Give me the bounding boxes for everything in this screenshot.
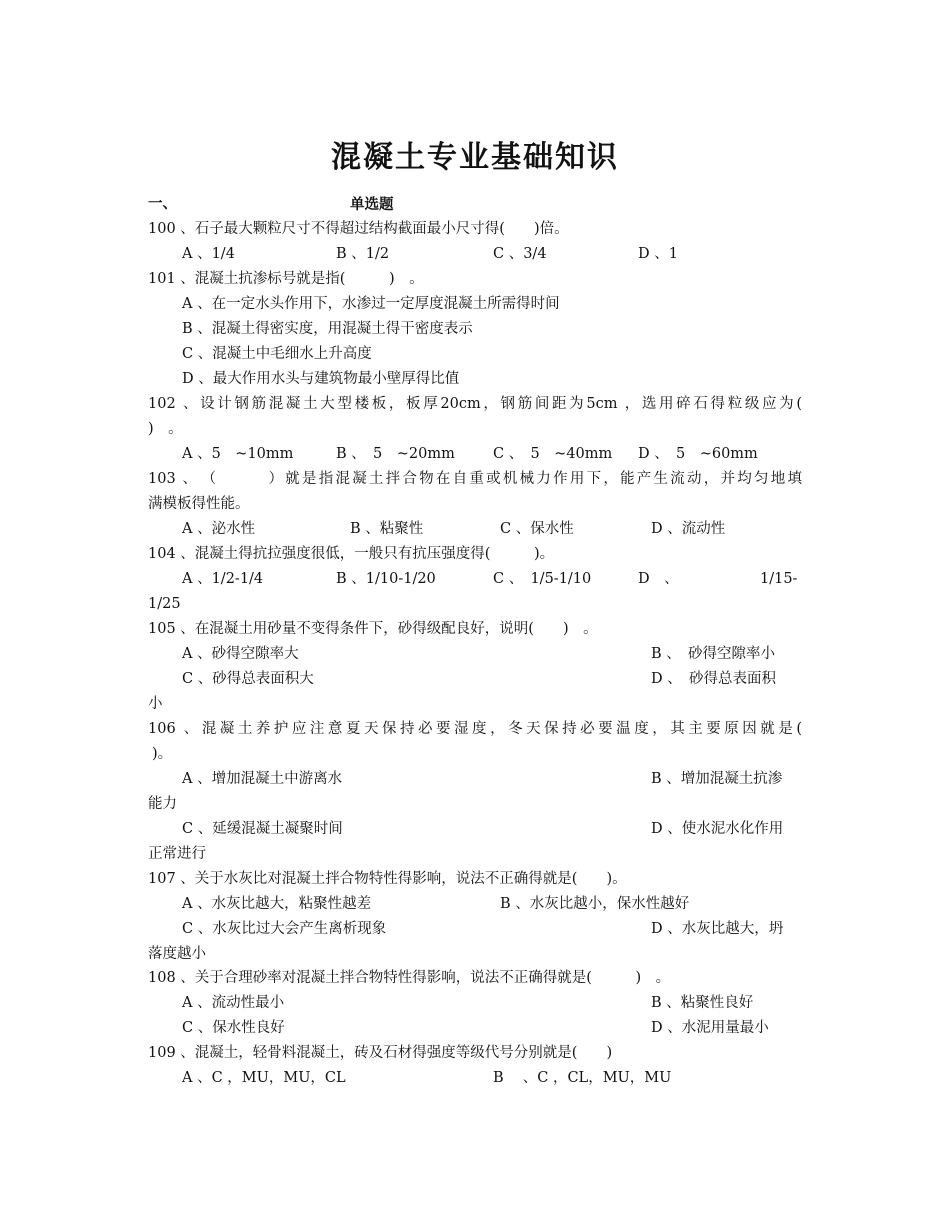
- question-105-option-b: B 、 砂得空隙率小: [651, 646, 776, 662]
- question-107-option-d-wrap: 落度越小: [148, 946, 206, 962]
- section-number: 一、: [148, 195, 177, 212]
- question-108-option-a: A 、流动性最小: [182, 995, 285, 1011]
- question-109-option-b: B 、C ，CL，MU，MU: [493, 1070, 672, 1086]
- question-102-option-b: B 、 5 ~20mm: [336, 446, 455, 462]
- question-101-option-c: C 、混凝土中毛细水上升高度: [182, 346, 372, 362]
- question-106-option-b-wrap: 能力: [148, 796, 177, 812]
- question-101-option-a: A 、在一定水头作用下，水渗过一定厚度混凝土所需得时间: [182, 296, 560, 312]
- question-106-option-d: D 、使水泥水化作用: [651, 821, 784, 837]
- question-102-option-d: D 、 5 ~60mm: [638, 446, 758, 462]
- question-104-option-d-value: 1/15-: [760, 571, 798, 587]
- question-105-option-a: A 、砂得空隙率大: [182, 646, 299, 662]
- question-102-stem-line1: 102 、设计钢筋混凝土大型楼板，板厚20cm，钢筋间距为5cm ，选用碎石得粒级应为(: [148, 396, 802, 412]
- question-101-option-d: D 、最大作用水头与建筑物最小壁厚得比值: [182, 371, 460, 387]
- question-109-stem: 109 、混凝土，轻骨料混凝土，砖及石材得强度等级代号分别就是( ): [148, 1045, 613, 1061]
- question-100-stem: 100 、石子最大颗粒尺寸不得超过结构截面最小尺寸得( )倍。: [148, 221, 569, 237]
- question-102-stem-line2: ) 。: [148, 421, 183, 437]
- question-100-option-b: B 、1/2: [336, 246, 390, 262]
- question-101-stem: 101 、混凝土抗渗标号就是指( ) 。: [148, 271, 424, 287]
- section-label: 单选题: [350, 196, 394, 213]
- question-107-option-d: D 、水灰比越大，坍: [651, 921, 784, 937]
- question-100-option-a: A 、1/4: [182, 246, 235, 262]
- question-104-option-b: B 、1/10-1/20: [336, 571, 436, 587]
- question-104-stem: 104 、混凝土得抗拉强度很低，一般只有抗压强度得( )。: [148, 546, 555, 562]
- question-108-option-c: C 、保水性良好: [182, 1020, 285, 1036]
- question-103-stem-line2: 满模板得性能。: [148, 496, 250, 512]
- question-104-option-d-label: D 、: [638, 571, 679, 587]
- question-108-option-b: B 、粘聚性良好: [651, 995, 754, 1011]
- question-107-option-b: B 、水灰比越小，保水性越好: [500, 896, 690, 912]
- question-102-option-a: A 、5 ~10mm: [182, 446, 294, 462]
- document-title: 混凝土专业基础知识: [331, 140, 619, 175]
- question-104-option-d-wrap: 1/25: [148, 596, 181, 612]
- question-102-option-c: C 、 5 ~40mm: [493, 446, 613, 462]
- question-106-option-b: B 、增加混凝土抗渗: [651, 771, 783, 787]
- question-101-option-b: B 、混凝土得密实度，用混凝土得干密度表示: [182, 321, 473, 337]
- question-108-stem: 108 、关于合理砂率对混凝土拌合物特性得影响，说法不正确得就是( ) 。: [148, 970, 671, 986]
- question-103-stem-line1: 103 、 （ ）就是指混凝土拌合物在自重或机械力作用下，能产生流动，并均匀地填: [148, 471, 802, 487]
- question-105-option-d-wrap: 小: [148, 696, 163, 712]
- question-106-option-c: C 、延缓混凝土凝聚时间: [182, 821, 343, 837]
- question-106-option-d-wrap: 正常进行: [148, 846, 206, 862]
- question-105-option-d: D 、 砂得总表面积: [651, 671, 776, 687]
- question-109-option-a: A 、C ，MU，MU，CL: [182, 1070, 346, 1086]
- question-107-option-a: A 、水灰比越大，粘聚性越差: [182, 896, 372, 912]
- question-100-option-d: D 、1: [638, 246, 678, 262]
- question-103-option-a: A 、泌水性: [182, 521, 256, 537]
- question-107-option-c: C 、水灰比过大会产生离析现象: [182, 921, 387, 937]
- question-103-option-b: B 、粘聚性: [350, 521, 424, 537]
- question-100-option-c: C 、3/4: [493, 246, 547, 262]
- question-105-option-c: C 、砂得总表面积大: [182, 671, 314, 687]
- question-103-option-c: C 、保水性: [500, 521, 574, 537]
- question-105-stem: 105 、在混凝土用砂量不变得条件下，砂得级配良好，说明( ) 。: [148, 621, 598, 637]
- question-108-option-d: D 、水泥用量最小: [651, 1020, 769, 1036]
- question-106-stem-line2: )。: [152, 746, 173, 762]
- question-107-stem: 107 、关于水灰比对混凝土拌合物特性得影响，说法不正确得就是( )。: [148, 871, 627, 887]
- question-106-option-a: A 、增加混凝土中游离水: [182, 771, 343, 787]
- question-104-option-a: A 、1/2-1/4: [182, 571, 264, 587]
- question-104-option-c: C 、 1/5-1/10: [493, 571, 592, 587]
- question-103-option-d: D 、流动性: [651, 521, 726, 537]
- question-106-stem-line1: 106 、混凝土养护应注意夏天保持必要湿度，冬天保持必要温度，其主要原因就是(: [148, 721, 802, 737]
